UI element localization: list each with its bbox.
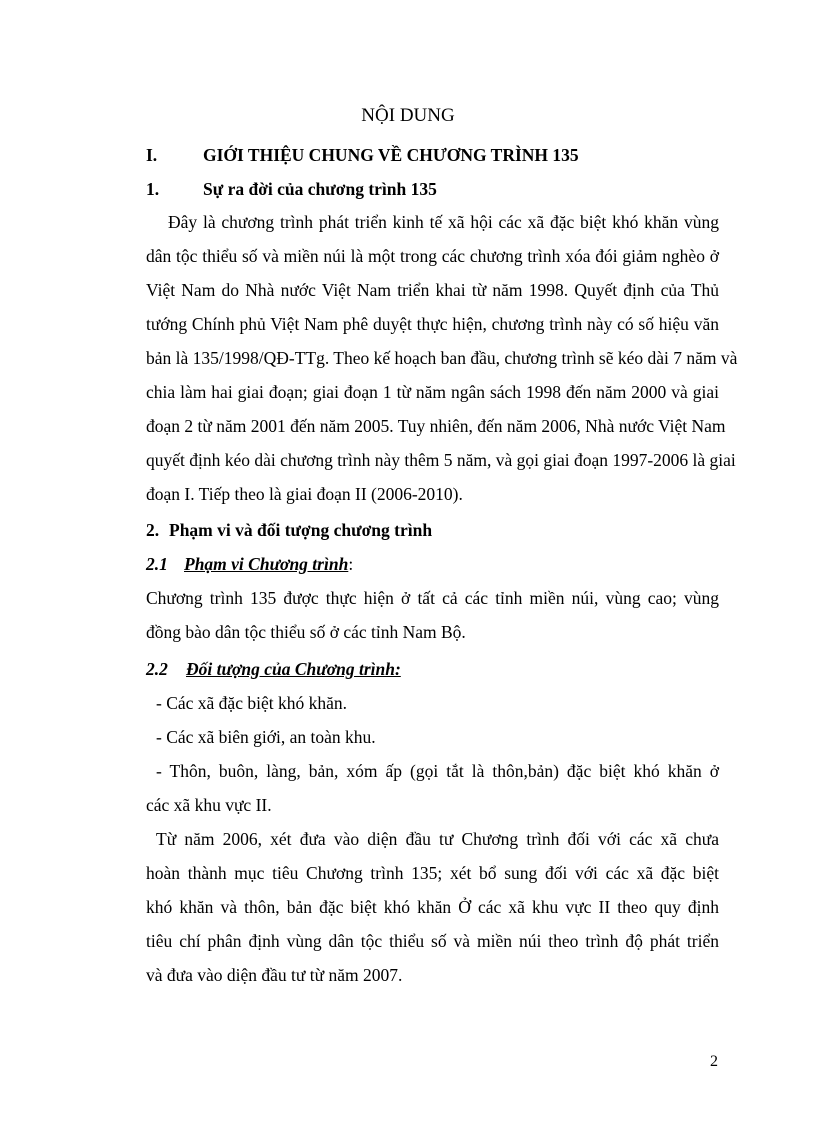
bullet-item: - Các xã biên giới, an toàn khu.: [156, 727, 376, 747]
subsection-2-2-heading: Đối tượng của Chương trình:: [186, 659, 401, 679]
paragraph-1-line: chia làm hai giai đoạn; giai đoạn 1 từ năm ngân sách 1998 đến năm 2000 và giai: [146, 382, 719, 402]
paragraph-1-line: đoạn 2 từ năm 2001 đến năm 2005. Tuy nhiên, đến năm 2006, Nhà nước Việt Nam: [146, 416, 726, 436]
subsection-2-number: 2.: [146, 520, 160, 540]
subsection-2-1-number: 2.1: [146, 554, 168, 574]
subsection-2-1-heading: Phạm vi Chương trình: [184, 554, 349, 574]
paragraph-1-line: Đây là chương trình phát triển kinh tế xã hội các xã đặc biệt khó khăn vùng: [168, 212, 719, 232]
paragraph-3-line: tiêu chí phân định vùng dân tộc thiểu số và miền núi theo trình độ phát triển: [146, 931, 719, 951]
paragraph-1-line: Việt Nam do Nhà nước Việt Nam triển khai từ năm 1998. Quyết định của Thủ: [146, 280, 719, 300]
paragraph-3-line: khó khăn và thôn, bản đặc biệt khó khăn Ở các xã khu vực II theo quy định: [146, 897, 719, 917]
paragraph-3-line: và đưa vào diện đầu tư từ năm 2007.: [146, 965, 403, 985]
bullet-item: - Thôn, buôn, làng, bản, xóm ấp (gọi tắt là thôn,bản) đặc biệt khó khăn ở: [156, 761, 719, 781]
subsection-2-1-heading-wrap: [184, 553, 353, 575]
section-1-number: I.: [146, 145, 158, 165]
bullet-item: - Các xã đặc biệt khó khăn.: [156, 693, 347, 713]
subsection-2-1-colon: :: [348, 554, 354, 574]
paragraph-3-line: Từ năm 2006, xét đưa vào diện đầu tư Chương trình đối với các xã chưa: [156, 829, 719, 849]
paragraph-1-line: quyết định kéo dài chương trình này thêm 5 năm, và gọi giai đoạn 1997-2006 là giai: [146, 450, 736, 470]
subsection-2-heading: Phạm vi và đối tượng chương trình: [169, 520, 433, 540]
paragraph-2-line: Chương trình 135 được thực hiện ở tất cả các tỉnh miền núi, vùng cao; vùng: [146, 588, 719, 608]
page-title: NỘI DUNG: [361, 105, 455, 126]
paragraph-1-line: đoạn I. Tiếp theo là giai đoạn II (2006-2010).: [146, 484, 463, 504]
subsection-2-2-number: 2.2: [146, 659, 168, 679]
paragraph-1-line: dân tộc thiểu số và miền núi là một trong các chương trình xóa đói giảm nghèo ở: [146, 246, 719, 266]
paragraph-2-line: đồng bào dân tộc thiểu số ở các tỉnh Nam Bộ.: [146, 622, 466, 642]
section-1-heading: GIỚI THIỆU CHUNG VỀ CHƯƠNG TRÌNH 135: [203, 145, 579, 165]
page-number: 2: [710, 1053, 718, 1070]
subsection-1-number: 1.: [146, 179, 160, 199]
subsection-1-heading: Sự ra đời của chương trình 135: [203, 179, 437, 199]
paragraph-1-line: tướng Chính phủ Việt Nam phê duyệt thực hiện, chương trình này có số hiệu văn: [146, 314, 719, 334]
bullet-item-continuation: các xã khu vực II.: [146, 795, 272, 815]
paragraph-1-line: bản là 135/1998/QĐ-TTg. Theo kế hoạch ban đầu, chương trình sẽ kéo dài 7 năm và: [146, 348, 738, 368]
paragraph-3-line: hoàn thành mục tiêu Chương trình 135; xét bổ sung đối với các xã đặc biệt: [146, 863, 719, 883]
